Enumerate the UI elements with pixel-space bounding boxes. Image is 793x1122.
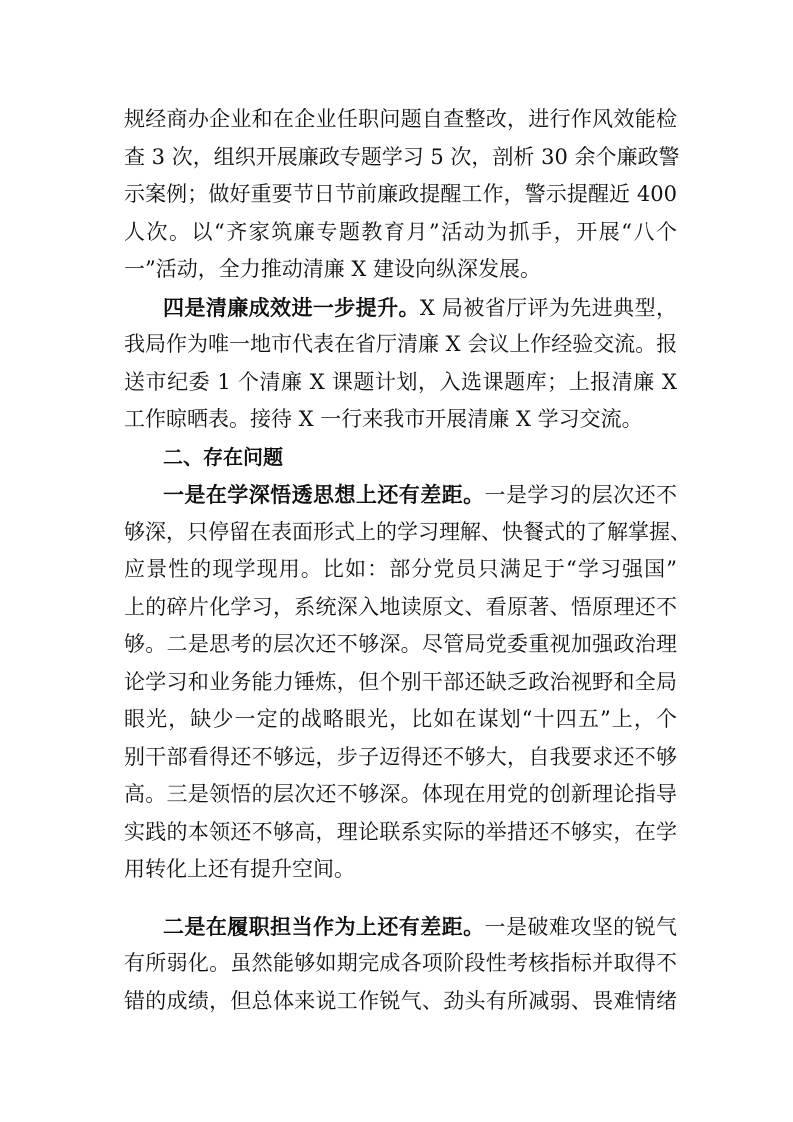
- paragraph-2: [124, 289, 677, 439]
- section-heading: 二、存在问题: [163, 444, 283, 469]
- text-line: [124, 289, 677, 327]
- text-line: 规经商办企业和在企业任职问题自查整改，进行作风效能检: [124, 107, 677, 131]
- text-line: [124, 908, 677, 946]
- text-span: 一是学习的层次还不: [484, 483, 678, 507]
- text-line: 错的成绩，但总体来说工作锐气、劲头有所减弱、畏难情绪: [124, 988, 677, 1013]
- document-page: [124, 101, 691, 1020]
- text-line: 用转化上还有提升空间。: [124, 857, 355, 881]
- text-line: 有所弱化。虽然能够如期完成各项阶段性考核指标并取得不: [124, 951, 677, 975]
- paragraph-4: [124, 908, 677, 1021]
- text-line: 别干部看得还不够远，步子迈得还不够大，自我要求还不够: [124, 744, 677, 769]
- text-line: 上的碎片化学习，系统深入地读原文、看原著、悟原理还不: [124, 594, 677, 619]
- text-line: 够。二是思考的层次还不够深。尽管局党委重视加强政治理: [124, 632, 677, 656]
- text-line: 人次。以“齐家筑廉专题教育月”活动为抓手，开展“八个: [124, 219, 677, 244]
- text-line: 实践的本领还不够高，理论联系实际的举措还不够实，在学: [124, 819, 677, 844]
- paragraph-lead: 四是清廉成效进一步提升。: [163, 294, 420, 320]
- text-line: 应景性的现学现用。比如：部分党员只满足于“学习强国”: [124, 557, 677, 581]
- text-line: 够深，只停留在表面形式上的学习理解、快餐式的了解掌握、: [124, 519, 691, 544]
- text-line: 示案例；做好重要节日节前廉政提醒工作，警示提醒近 400: [124, 182, 677, 206]
- paragraph-lead: 一是在学深悟透思想上还有差距。: [163, 482, 485, 507]
- text-span: 一是破难攻坚的锐气: [484, 914, 678, 939]
- text-line: 眼光，缺少一定的战略眼光，比如在谋划“十四五”上，个: [124, 707, 677, 731]
- text-line: 我局作为唯一地市代表在省厅清廉 X 会议上作经验交流。报: [124, 332, 678, 356]
- text-line: 一”活动，全力推动清廉 X 建设向纵深发展。: [124, 257, 542, 281]
- text-line: 论学习和业务能力锤炼，但个别干部还缺乏政治视野和全局: [124, 669, 677, 694]
- text-line: [124, 476, 677, 514]
- text-line: 送市纪委 1 个清廉 X 课题计划，入选课题库；上报清廉 X: [124, 369, 677, 394]
- text-span: X 局被省厅评为先进典型，: [419, 295, 677, 320]
- text-line: 工作晾晒表。接待 X 一行来我市开展清廉 X 学习交流。: [124, 407, 643, 431]
- paragraph-1: [124, 101, 680, 289]
- text-line: 高。三是领悟的层次还不够深。体现在用党的创新理论指导: [124, 782, 677, 806]
- text-line: 查 3 次，组织开展廉政专题学习 5 次，剖析 30 余个廉政警: [124, 144, 680, 169]
- paragraph-lead: 二是在履职担当作为上还有差距。: [163, 913, 485, 939]
- paragraph-3: [124, 476, 691, 889]
